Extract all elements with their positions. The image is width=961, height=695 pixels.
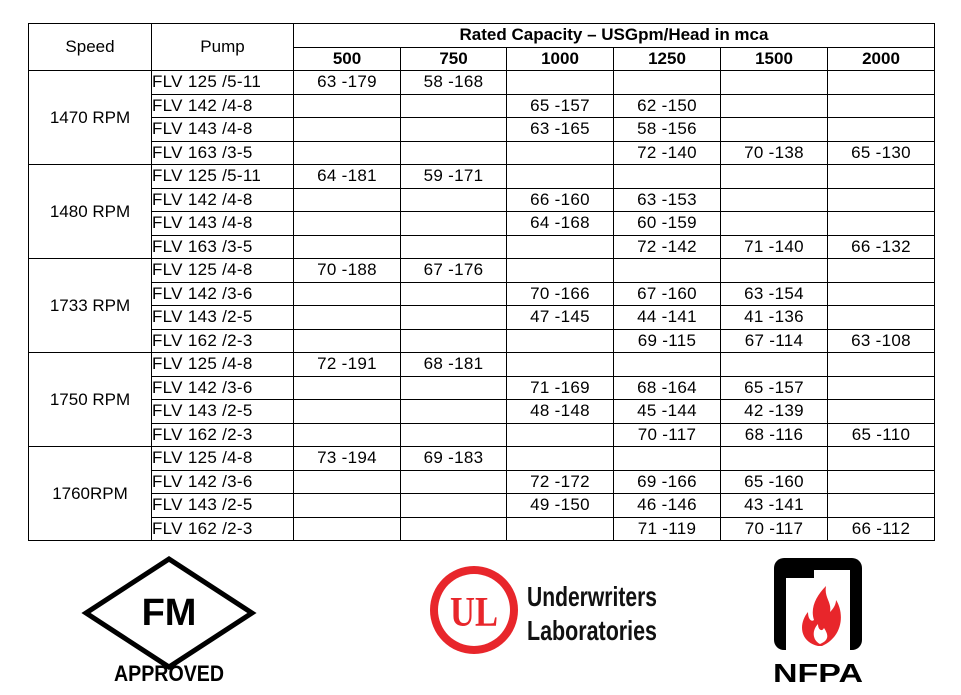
capacity-value-cell: 68 -116 [721,423,828,447]
pump-cell: FLV 125 /5-11 [152,165,294,189]
capacity-value-cell: 63 -108 [828,329,935,353]
capacity-value-cell [507,235,614,259]
capacity-value-cell [507,353,614,377]
fm-mark: FM [141,592,197,634]
capacity-column-header: 750 [401,47,507,71]
ul-name-line2: Laboratories [527,615,657,646]
speed-cell: 1733 RPM [29,259,152,353]
table-row [29,447,935,471]
capacity-value-cell [294,423,401,447]
capacity-value-cell: 58 -168 [401,71,507,95]
capacity-value-cell [401,141,507,165]
capacity-value-cell [294,94,401,118]
capacity-value-cell [401,188,507,212]
capacity-value-cell [401,517,507,541]
capacity-value-cell: 64 -168 [507,212,614,236]
capacity-value-cell: 68 -181 [401,353,507,377]
capacity-value-cell [721,71,828,95]
capacity-value-cell [401,329,507,353]
capacity-value-cell [828,306,935,330]
table-row [29,282,935,306]
capacity-value-cell: 72 -142 [614,235,721,259]
capacity-value-cell [828,353,935,377]
capacity-value-cell: 69 -183 [401,447,507,471]
speed-cell: 1760RPM [29,447,152,541]
capacity-value-cell [401,494,507,518]
capacity-value-cell [294,235,401,259]
capacity-value-cell: 43 -141 [721,494,828,518]
table-row [29,94,935,118]
capacity-value-cell [828,282,935,306]
table-row [29,118,935,142]
capacity-value-cell [401,306,507,330]
capacity-value-cell: 70 -117 [721,517,828,541]
capacity-value-cell [828,494,935,518]
ul-name-line1: Underwriters [527,581,657,612]
capacity-value-cell: 42 -139 [721,400,828,424]
capacity-value-cell [507,447,614,471]
capacity-value-cell [294,306,401,330]
pump-header: Pump [152,24,294,71]
capacity-value-cell: 72 -191 [294,353,401,377]
capacity-value-cell [721,212,828,236]
capacity-value-cell [828,165,935,189]
speed-cell: 1470 RPM [29,71,152,165]
capacity-value-cell [828,71,935,95]
pump-cell: FLV 142 /4-8 [152,94,294,118]
pump-cell: FLV 143 /4-8 [152,212,294,236]
capacity-value-cell [721,118,828,142]
capacity-value-cell [401,423,507,447]
table-row [29,517,935,541]
capacity-value-cell: 46 -146 [614,494,721,518]
ul-mark: UL [450,590,498,636]
capacity-value-cell [294,517,401,541]
capacity-value-cell: 69 -166 [614,470,721,494]
capacity-value-cell [614,259,721,283]
ul-logo [427,560,662,660]
nfpa-caption: NFPA [773,658,864,688]
capacity-value-cell: 70 -138 [721,141,828,165]
capacity-value-cell: 66 -112 [828,517,935,541]
capacity-value-cell [401,376,507,400]
capacity-value-cell [401,400,507,424]
pump-cell: FLV 143 /2-5 [152,494,294,518]
speed-cell: 1480 RPM [29,165,152,259]
capacity-value-cell [721,94,828,118]
table-row [29,306,935,330]
capacity-value-cell [507,165,614,189]
capacity-value-cell: 63 -154 [721,282,828,306]
capacity-value-cell: 70 -166 [507,282,614,306]
capacity-value-cell [294,188,401,212]
table-row [29,71,935,95]
pump-cell: FLV 162 /2-3 [152,517,294,541]
capacity-value-cell: 41 -136 [721,306,828,330]
pump-cell: FLV 143 /2-5 [152,400,294,424]
pump-cell: FLV 125 /5-11 [152,71,294,95]
capacity-value-cell [721,165,828,189]
capacity-column-header: 1250 [614,47,721,71]
speed-cell: 1750 RPM [29,353,152,447]
capacity-value-cell: 65 -130 [828,141,935,165]
pump-cell: FLV 125 /4-8 [152,259,294,283]
capacity-value-cell [721,353,828,377]
pump-cell: FLV 125 /4-8 [152,353,294,377]
capacity-value-cell [828,259,935,283]
capacity-value-cell: 66 -160 [507,188,614,212]
nfpa-frame-top [786,570,814,578]
pump-cell: FLV 142 /3-6 [152,282,294,306]
pump-cell: FLV 162 /2-3 [152,329,294,353]
capacity-value-cell [294,494,401,518]
pump-cell: FLV 125 /4-8 [152,447,294,471]
capacity-value-cell: 66 -132 [828,235,935,259]
capacity-value-cell [294,141,401,165]
capacity-value-cell [401,212,507,236]
capacity-value-cell: 45 -144 [614,400,721,424]
capacity-value-cell [828,376,935,400]
capacity-value-cell: 63 -153 [614,188,721,212]
capacity-value-cell: 59 -171 [401,165,507,189]
capacity-value-cell [721,188,828,212]
capacity-column-header: 500 [294,47,401,71]
table-row [29,494,935,518]
capacity-value-cell [614,447,721,471]
capacity-value-cell [294,470,401,494]
capacity-value-cell: 60 -159 [614,212,721,236]
pump-cell: FLV 142 /3-6 [152,470,294,494]
table-row [29,165,935,189]
capacity-value-cell: 44 -141 [614,306,721,330]
capacity-value-cell: 65 -110 [828,423,935,447]
pump-cell: FLV 143 /4-8 [152,118,294,142]
capacity-value-cell [507,517,614,541]
table-row [29,353,935,377]
capacity-column-header: 2000 [828,47,935,71]
capacity-value-cell: 49 -150 [507,494,614,518]
pump-cell: FLV 142 /4-8 [152,188,294,212]
capacity-value-cell: 71 -119 [614,517,721,541]
capacity-value-cell [507,71,614,95]
capacity-value-cell: 58 -156 [614,118,721,142]
capacity-value-cell [828,447,935,471]
capacity-value-cell: 67 -160 [614,282,721,306]
capacity-value-cell: 67 -114 [721,329,828,353]
speed-header: Speed [29,24,152,71]
capacity-value-cell [507,141,614,165]
capacity-value-cell: 68 -164 [614,376,721,400]
capacity-value-cell: 73 -194 [294,447,401,471]
capacity-column-header: 1000 [507,47,614,71]
rated-capacity-table [28,23,935,541]
capacity-value-cell [828,212,935,236]
table-row [29,376,935,400]
capacity-value-cell [294,118,401,142]
table-row [29,212,935,236]
capacity-value-cell: 63 -165 [507,118,614,142]
table-row [29,259,935,283]
capacity-value-cell: 64 -181 [294,165,401,189]
capacity-value-cell [294,329,401,353]
capacity-value-cell: 70 -188 [294,259,401,283]
table-body [29,71,935,541]
fm-approved-logo [82,555,257,685]
capacity-value-cell [401,118,507,142]
capacity-value-cell: 71 -140 [721,235,828,259]
capacity-value-cell [828,188,935,212]
capacity-value-cell [828,94,935,118]
pump-cell: FLV 162 /2-3 [152,423,294,447]
table-row [29,329,935,353]
capacity-value-cell [401,94,507,118]
pump-cell: FLV 163 /3-5 [152,235,294,259]
capacity-value-cell [507,423,614,447]
capacity-value-cell [614,165,721,189]
capacity-value-cell: 65 -157 [721,376,828,400]
fm-caption: APPROVED [114,661,224,686]
capacity-value-cell [721,447,828,471]
pump-cell: FLV 163 /3-5 [152,141,294,165]
capacity-value-cell [614,353,721,377]
capacity-value-cell [401,235,507,259]
table-row [29,141,935,165]
capacity-value-cell: 67 -176 [401,259,507,283]
capacity-value-cell [614,71,721,95]
capacity-value-cell: 72 -172 [507,470,614,494]
capacity-value-cell [401,282,507,306]
capacity-value-cell: 71 -169 [507,376,614,400]
capacity-value-cell [507,259,614,283]
table-row [29,400,935,424]
capacity-value-cell [294,400,401,424]
table-row [29,470,935,494]
capacity-value-cell: 65 -160 [721,470,828,494]
capacity-value-cell [401,470,507,494]
capacity-value-cell: 65 -157 [507,94,614,118]
pump-cell: FLV 142 /3-6 [152,376,294,400]
capacity-value-cell: 62 -150 [614,94,721,118]
capacity-value-cell: 72 -140 [614,141,721,165]
table-row [29,235,935,259]
capacity-column-header: 1500 [721,47,828,71]
capacity-value-cell: 63 -179 [294,71,401,95]
capacity-value-cell: 70 -117 [614,423,721,447]
capacity-value-cell [828,118,935,142]
capacity-value-cell [828,470,935,494]
pump-cell: FLV 143 /2-5 [152,306,294,330]
capacity-header: Rated Capacity – USGpm/Head in mca [294,24,935,48]
capacity-value-cell [294,376,401,400]
capacity-value-cell [721,259,828,283]
capacity-value-cell [294,212,401,236]
capacity-value-cell: 47 -145 [507,306,614,330]
capacity-value-cell [294,282,401,306]
nfpa-logo [770,556,870,688]
capacity-value-cell [507,329,614,353]
capacity-value-cell: 48 -148 [507,400,614,424]
capacity-value-cell: 69 -115 [614,329,721,353]
table-row [29,188,935,212]
capacity-value-cell [828,400,935,424]
table-row [29,423,935,447]
